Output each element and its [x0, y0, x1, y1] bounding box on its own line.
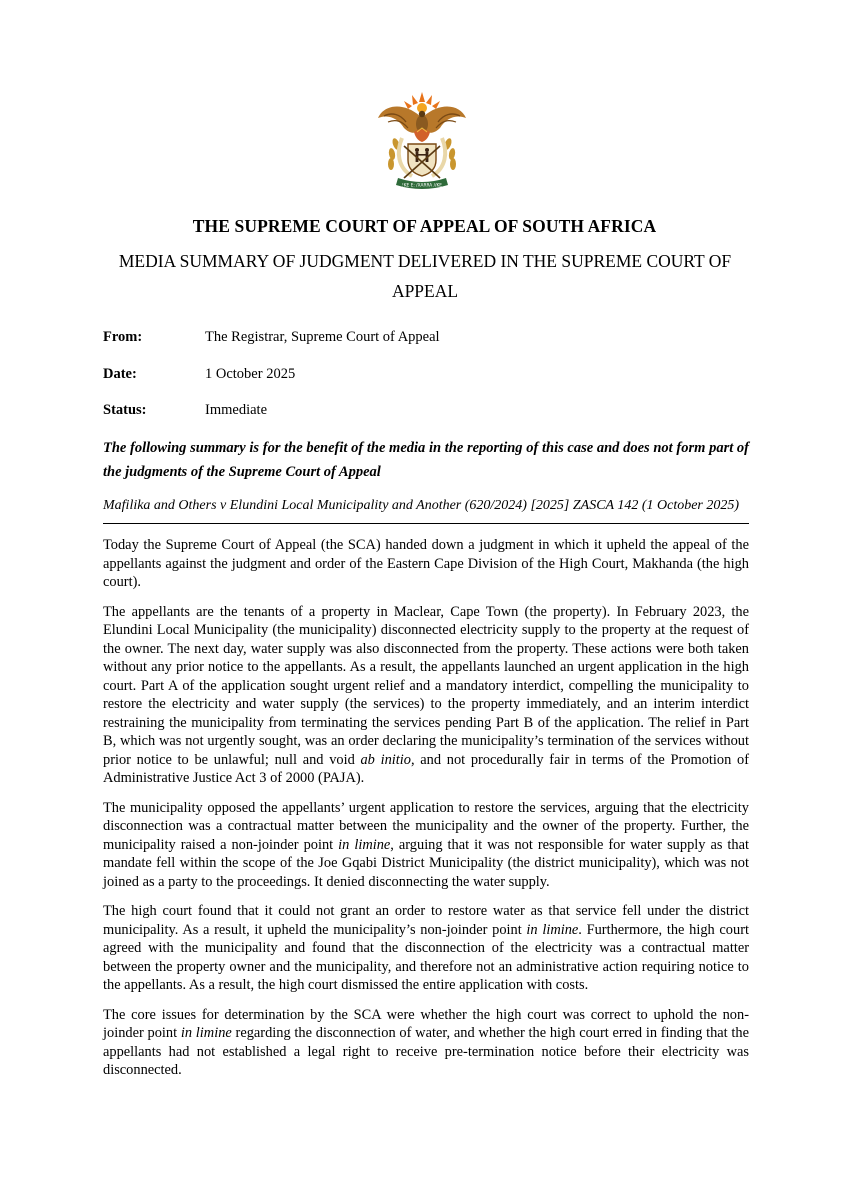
paragraph-1-text: Today the Supreme Court of Appeal (the SCA) handed down a judgment in which it upheld the appeal of the appellants against the judgment and order of the Eastern Cape Division of the High Court, Makhanda (the high court).	[103, 537, 749, 590]
latin-term: ab initio	[360, 751, 411, 768]
crest-motto: !KE E: /XARRA //KE	[401, 183, 443, 189]
paragraph-2	[103, 603, 749, 788]
paragraph-3-text-end: , arguing that it was not responsible for water supply as that mandate fell within the scope of the Joe Gqabi District Municipality (the district municipality), which was not joined as a party to the proceedings. It denied disconnecting the water supply.	[103, 836, 749, 890]
paragraph-4-text-end: . Furthermore, the high court agreed with the municipality and found that the disconnection of the electricity was a contractual matter between the property owner and the municipality, and therefore not an administrative action requiring notice to the appellants. As a result, the high court dismissed the entire application with costs.	[103, 921, 749, 993]
paragraph-3	[103, 799, 749, 892]
paragraph-2-text-end: , and not procedurally fair in terms of the Promotion of Administrative Justice Act 3 of 2000 (PAJA).	[103, 751, 749, 786]
case-citation: Mafilika and Others v Elundini Local Municipality and Another (620/2024) [2025] ZASCA 142 (1 October 2025)	[103, 498, 740, 513]
divider	[103, 523, 749, 524]
paragraph-5	[103, 1006, 749, 1080]
summary-body	[103, 536, 749, 1091]
date-value: 1 October 2025	[205, 366, 296, 382]
media-disclaimer: The following summary is for the benefit of the media in the reporting of this case and does not form part of the judgments of the Supreme Court of Appeal	[103, 440, 749, 480]
latin-term: in limine	[180, 1025, 232, 1041]
latin-term: in limine	[526, 921, 579, 938]
paragraph-2-text: The appellants are the tenants of a property in Maclear, Cape Town (the property). In February 2023, the Elundini Local Municipality (the municipality) disconnected electricity supply to the property at the request of the owner. The next day, water supply was also disconnected from the property. These actions were both taken without any prior notice to the appellants. As a result, the appellants launched an urgent application in the high court. Part A of the application sought urgent relief and a mandatory interdict, compelling the municipality to restore the electricity and water supply (the services) to the property immediately, and an interim interdict restraining the municipality from terminating the services pending Part B of the application. The relief in Part B, which was not urgently sought, was an order declaring the municipality’s termination of the services without prior notice to be unlawful; null and void	[103, 603, 749, 768]
court-title: THE SUPREME COURT OF APPEAL OF SOUTH AFRICA	[192, 216, 657, 236]
from-value: The Registrar, Supreme Court of Appeal	[205, 329, 440, 345]
paragraph-5-text-end: regarding the disconnection of water, and whether the high court erred in finding that the appellants had not established a legal right to receive pre-termination notice before their electricity was disconnected.	[103, 1025, 750, 1078]
date-label: Date:	[103, 366, 137, 382]
paragraph-1	[103, 536, 749, 592]
document-subtitle: MEDIA SUMMARY OF JUDGMENT DELIVERED IN THE SUPREME COURT OF APPEAL	[118, 251, 732, 301]
from-label: From:	[103, 329, 143, 345]
paragraph-3-text: The municipality opposed the appellants’ urgent application to restore the services, arguing that the electricity disconnection was a contractual matter between the municipality and the owner of the property. Further, the municipality raised a non-joinder point	[103, 799, 749, 853]
paragraph-5-text: The core issues for determination by the SCA were whether the high court was correct to uphold the non-joinder point	[103, 1006, 749, 1041]
paragraph-4-text: The high court found that it could not grant an order to restore water as that service fell under the district municipality. As a result, it upheld the municipality’s non-joinder point	[103, 903, 749, 938]
paragraph-4	[103, 902, 749, 995]
latin-term: in limine	[338, 836, 391, 853]
status-label: Status:	[103, 402, 147, 418]
status-value: Immediate	[205, 402, 268, 418]
coat-of-arms-icon	[374, 88, 470, 192]
